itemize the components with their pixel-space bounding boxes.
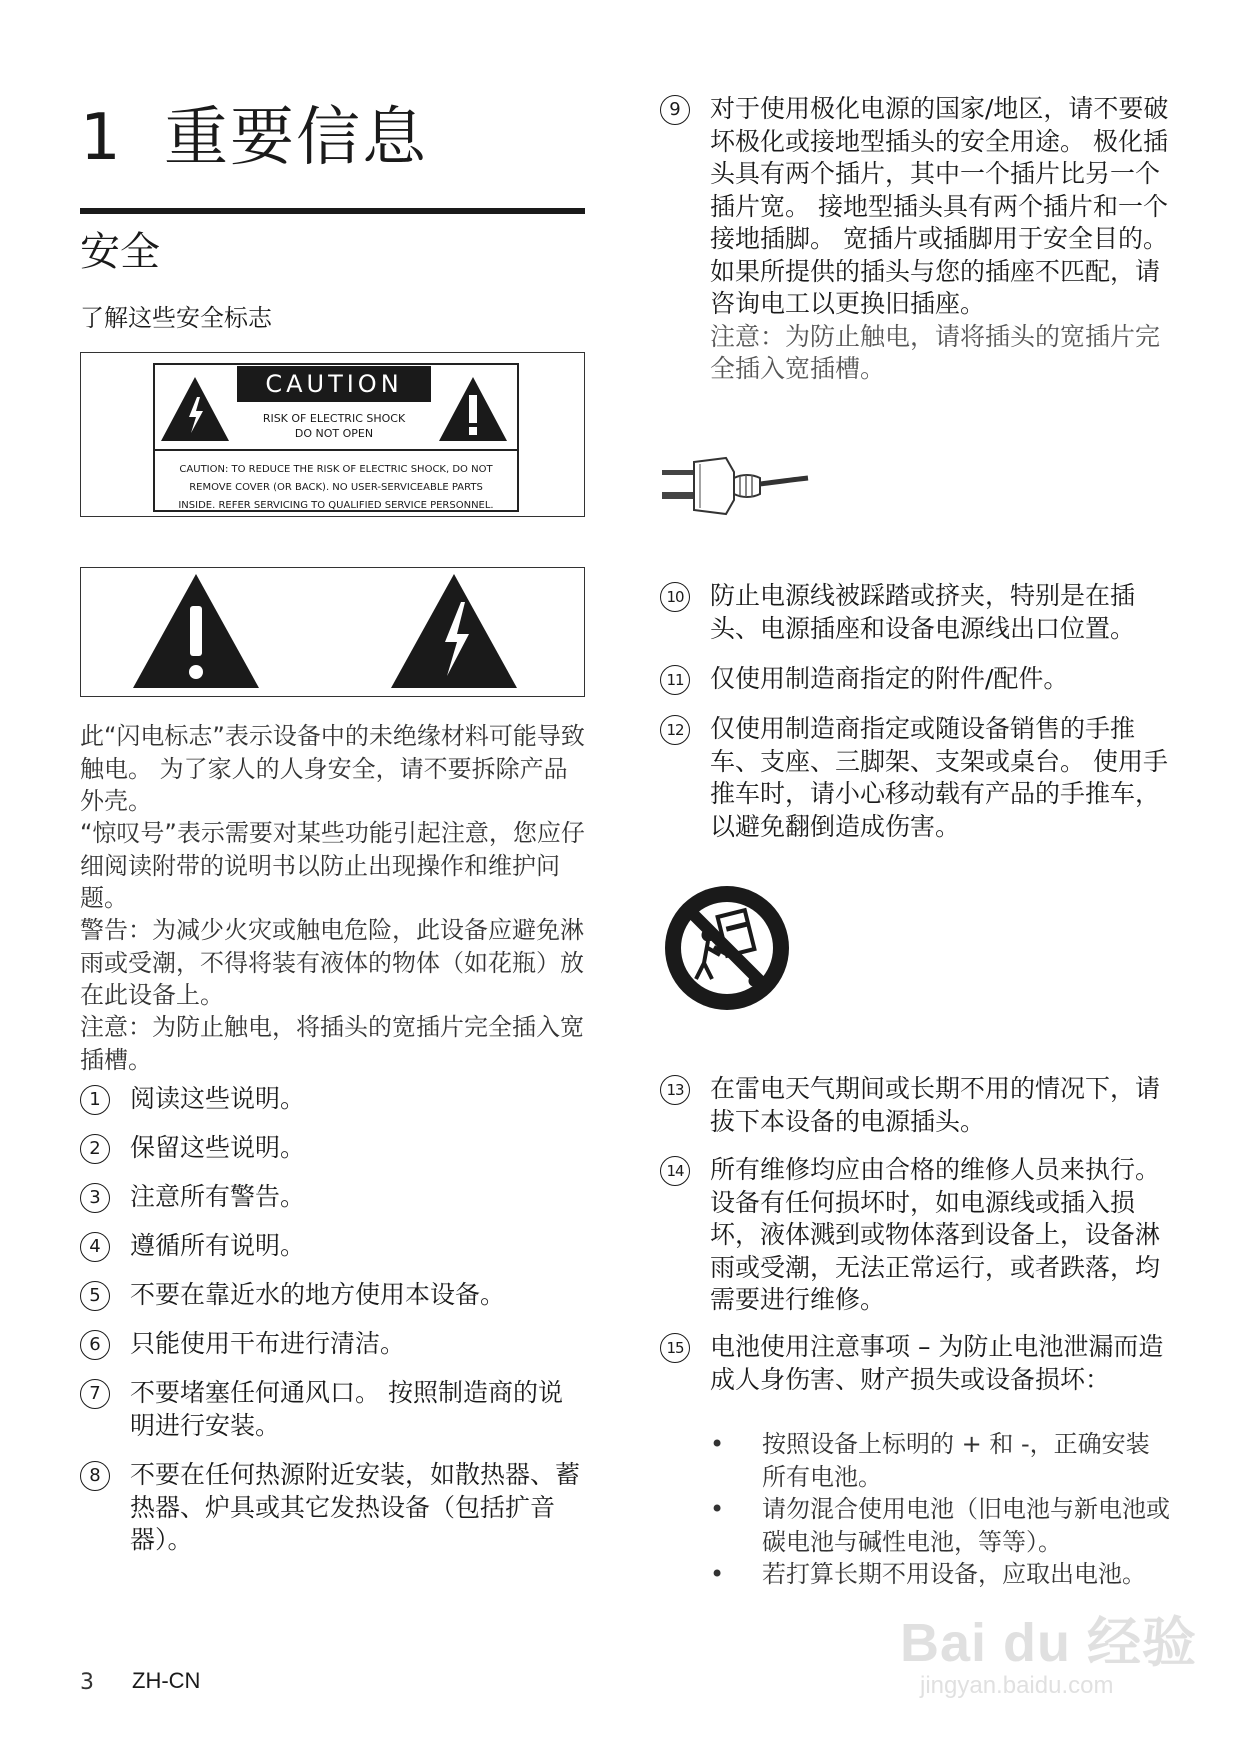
item-text: 仅使用制造商指定的附件/配件。 [710,664,1069,693]
item-text: 只能使用干布进行清洁。 [130,1329,406,1358]
lightning-symbol-description: 此“闪电标志”表示设备中的未绝缘材料可能导致触电。 为了家人的人身安全，请不要拆除产品外壳。 [80,722,585,815]
cart-tip-over-icon [662,883,792,1013]
item-number: 7 [80,1379,110,1409]
item-text: 不要在任何热源附近安装，如散热器、蓄热器、炉具或其它发热设备（包括扩音器）。 [130,1460,581,1554]
caution-risk-text [237,411,431,441]
item-text: 所有维修均应由合格的维修人员来执行。 设备有任何损坏时，如电源线或插入损坏，液体溅到或物体落到设备上，设备淋雨或受潮，无法正常运行，或者跌落，均需要进行维修。 [710,1155,1161,1314]
item-text: 阅读这些说明。 [130,1084,306,1113]
bullet-text: 按照设备上标明的 + 和 -，正确安装所有电池。 [762,1430,1150,1491]
exclamation-triangle-icon [131,572,261,690]
risk-line-1: RISK OF ELECTRIC SHOCK [262,412,406,425]
bullet-text: 若打算长期不用设备，应取出电池。 [762,1560,1146,1588]
item-number: 3 [80,1183,110,1213]
bullet-dot: • [710,1560,725,1588]
exclamation-symbol-description: “惊叹号”表示需要对某些功能引起注意，您应仔细阅读附带的说明书以防止出现操作和维护问题。 [80,819,585,912]
caution-divider [155,449,517,451]
item-note: 注意：为防止触电，请将插头的宽插片完全插入宽插槽。 [710,321,1161,383]
item-text: 遵循所有说明。 [130,1231,306,1260]
lightning-triangle-icon [389,572,519,690]
item-number: 5 [80,1281,110,1311]
item-number: 6 [80,1330,110,1360]
item-number: 2 [80,1134,110,1164]
item-text: 仅使用制造商指定或随设备销售的手推车、支座、三脚架、支架或桌台。 使用手推车时，请小心移动载有产品的手推车，以避免翻倒造成伤害。 [710,714,1168,841]
item-number: 8 [80,1461,110,1491]
language-code: ZH-CN [132,1668,201,1693]
caution-note-line-3: INSIDE. REFER SERVICING TO QUALIFIED SERVICE PERSONNEL. [178,500,494,511]
caution-label-box [80,352,585,517]
item-number: 4 [80,1232,110,1262]
safety-symbols-box [80,567,585,697]
caution-note-line-1: CAUTION: TO REDUCE THE RISK OF ELECTRIC SHOCK, DO NOT [179,464,493,475]
risk-line-2: DO NOT OPEN [294,427,374,440]
caution-paragraph: 注意：为防止触电，将插头的宽插片完全插入宽插槽。 [80,1013,584,1074]
section-rule [80,208,585,214]
item-text: 防止电源线被踩踏或挤夹，特别是在插头、电源插座和设备电源线出口位置。 [710,581,1136,643]
caution-heading: CAUTION [237,366,431,402]
polarized-plug-icon [660,450,810,522]
lightning-triangle-icon [159,373,231,445]
section-title: 安全 [80,229,160,275]
caution-note-line-2: REMOVE COVER (OR BACK). NO USER-SERVICEABLE PARTS [189,482,483,493]
item-number: 11 [660,665,690,695]
item-text: 在雷电天气期间或长期不用的情况下，请拔下本设备的电源插头。 [710,1074,1161,1136]
intro-text: 了解这些安全标志 [80,304,272,332]
exclamation-triangle-icon [437,373,509,445]
caution-label [153,363,519,512]
item-number: 12 [660,715,690,745]
item-number: 13 [660,1075,690,1105]
item-number: 10 [660,582,690,612]
item-number: 1 [80,1085,110,1115]
item-body [710,93,1170,386]
item-text: 不要堵塞任何通风口。 按照制造商的说明进行安装。 [130,1378,563,1440]
chapter-number: 1 [80,101,123,175]
caution-note [155,461,517,515]
bullet-dot: • [710,1495,725,1523]
bullet-dot: • [710,1430,725,1458]
page-number: 3 [80,1670,94,1695]
watermark-logo: Bai du 经验 [900,1613,1198,1673]
chapter-title: 重要信息 [164,101,428,175]
item-text: 注意所有警告。 [130,1182,306,1211]
warning-paragraph: 警告：为减少火灾或触电危险，此设备应避免淋雨或受潮，不得将装有液体的物体（如花瓶）放在此设备上。 [80,916,584,1009]
item-text: 电池使用注意事项 – 为防止电池泄漏而造成人身伤害、财产损失或设备损坏： [710,1332,1164,1394]
baidu-watermark [900,1600,1200,1720]
item-text: 对于使用极化电源的国家/地区，请不要破坏极化或接地型插头的安全用途。 极化插头具有两个插片，其中一个插片比另一个插片宽。 接地型插头具有两个插片和一个接地插脚。 宽插片或插脚用于安全目的。 如果所提供的插头与您的插座不匹配，请咨询电工以更换旧插座。 [710,94,1169,318]
chapter-heading [80,86,428,178]
bullet-text: 请勿混合使用电池（旧电池与新电池或碳电池与碱性电池，等等）。 [762,1495,1170,1556]
item-text: 不要在靠近水的地方使用本设备。 [130,1280,506,1309]
item-number: 9 [660,95,690,125]
item-number: 14 [660,1156,690,1186]
item-number: 15 [660,1333,690,1363]
item-text: 保留这些说明。 [130,1133,306,1162]
watermark-url: jingyan.baidu.com [920,1672,1114,1699]
